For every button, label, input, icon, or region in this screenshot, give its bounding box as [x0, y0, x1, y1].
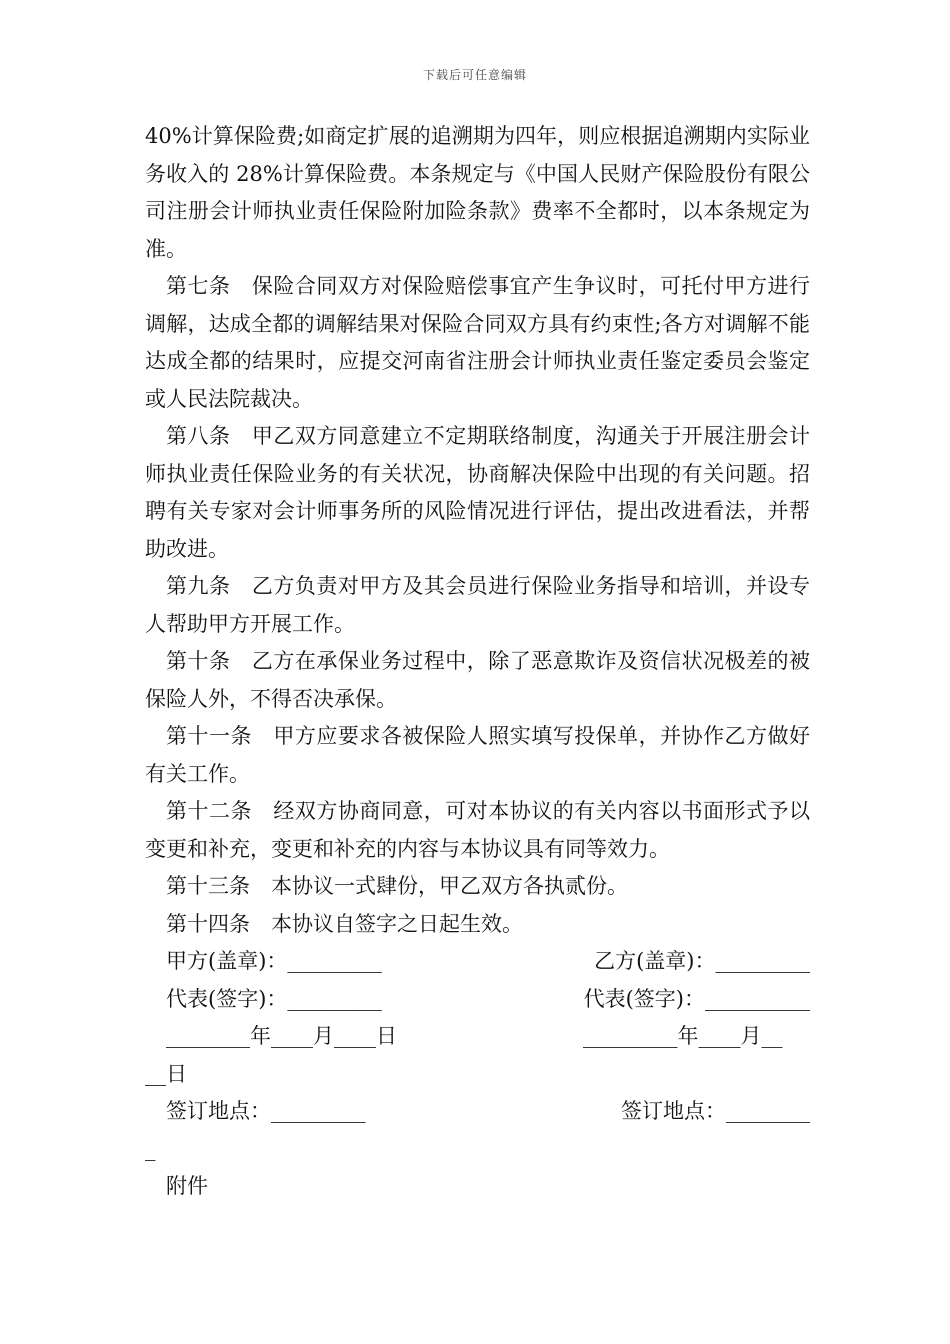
- seal-row: [145, 943, 810, 981]
- page-header: 下载后可任意编辑: [422, 68, 527, 82]
- party-b-date-continuation: __日: [145, 1061, 187, 1086]
- party-b-seal-field: 乙方(盖章)：_________: [594, 949, 810, 973]
- party-b-place-field: 签订地点：________: [621, 1099, 810, 1123]
- party-a-place-field: 签订地点：_________: [166, 1099, 366, 1123]
- date-row: [145, 1018, 810, 1056]
- party-b-date-field: _________年____月__: [583, 1024, 783, 1048]
- place-row: [145, 1093, 810, 1131]
- article-7: 第七条 保险合同双方对保险赔偿事宜产生争议时，可托付甲方进行调解，达成全都的调解结果对保险合同双方具有约束性;各方对调解不能达成全都的结果时，应提交河南省注册会计师执业责任鉴定委员会鉴定或人民法院裁决。: [145, 274, 810, 411]
- article-10: 第十条 乙方在承保业务过程中，除了恶意欺诈及资信状况极差的被保险人外，不得否决承保。: [145, 649, 810, 711]
- document-body: [145, 118, 810, 1206]
- article-11: 第十一条 甲方应要求各被保险人照实填写投保单，并协作乙方做好有关工作。: [145, 724, 810, 786]
- party-a-date-field: ________年____月____日: [166, 1024, 397, 1048]
- article-8: 第八条 甲乙双方同意建立不定期联络制度，沟通关于开展注册会计师执业责任保险业务的有关状况，协商解决保险中出现的有关问题。招聘有关专家对会计师事务所的风险情况进行评估，提出改进看法，并帮助改进。: [145, 424, 810, 561]
- paragraph-rate-continuation: 40%计算保险费;如商定扩展的追溯期为四年，则应根据追溯期内实际业务收入的 28%计算保险费。本条规定与《中国人民财产保险股份有限公司注册会计师执业责任保险附加险条款》费率不全都时，以本条规定为准。: [145, 124, 810, 261]
- article-13: 第十三条 本协议一式肆份，甲乙双方各执贰份。: [166, 874, 628, 898]
- article-9: 第九条 乙方负责对甲方及其会员进行保险业务指导和培训，并设专人帮助甲方开展工作。: [145, 574, 810, 636]
- representative-row: [145, 981, 810, 1019]
- attachment-label: 附件: [166, 1174, 208, 1198]
- party-b-rep-field: 代表(签字)：__________: [583, 986, 810, 1011]
- article-12: 第十二条 经双方协商同意，可对本协议的有关内容以书面形式予以变更和补充，变更和补充的内容与本协议具有同等效力。: [145, 799, 810, 861]
- article-14: 第十四条 本协议自签字之日起生效。: [166, 911, 523, 936]
- party-a-rep-field: 代表(签字)：_________: [166, 986, 382, 1011]
- party-a-seal-field: 甲方(盖章)：_________: [166, 949, 382, 973]
- party-b-place-continuation: _: [145, 1136, 156, 1161]
